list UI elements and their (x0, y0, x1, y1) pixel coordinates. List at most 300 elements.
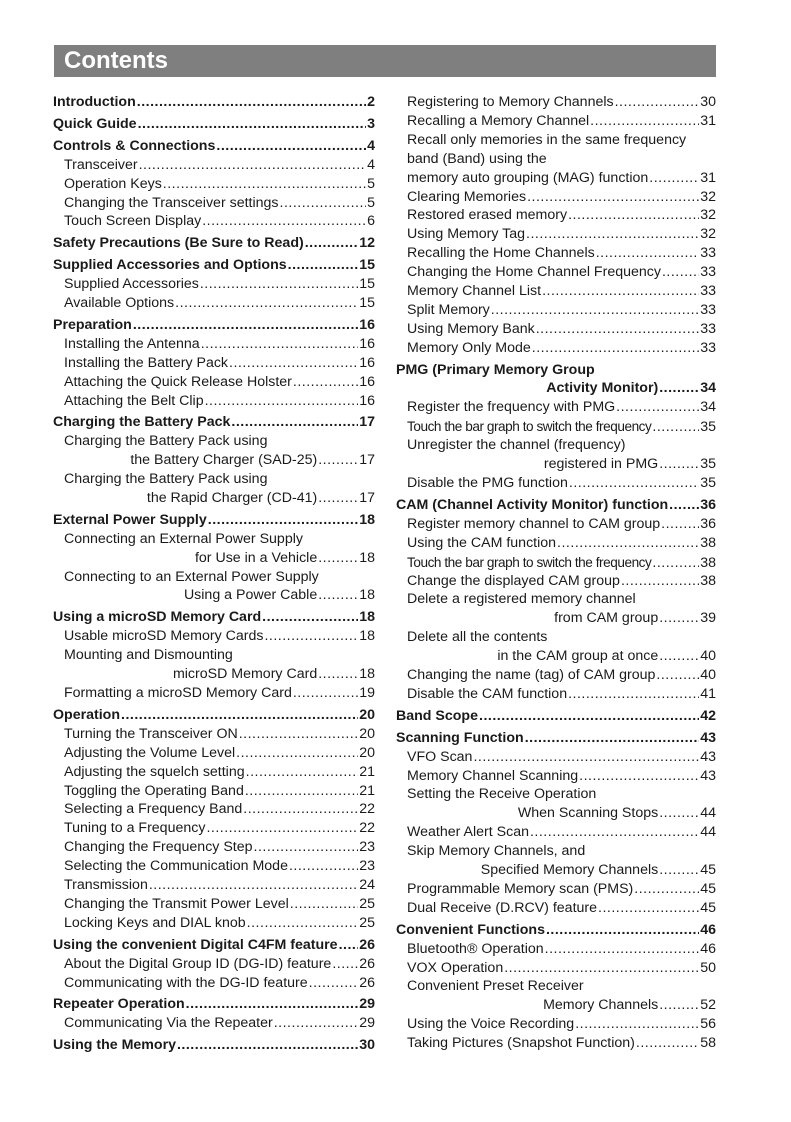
toc-entry-label: Clearing Memories (407, 188, 527, 205)
toc-entry-label: memory auto grouping (MAG) function (407, 169, 649, 186)
toc-page-number: 44 (700, 824, 716, 841)
toc-leader-dots (656, 666, 699, 685)
toc-subsection-entry[interactable] (396, 244, 716, 263)
toc-leader-dots (274, 1014, 358, 1033)
toc-page-number: 18 (359, 609, 375, 626)
toc-leader-dots (557, 534, 699, 553)
toc-subsection-entry[interactable] (53, 275, 375, 294)
toc-subsection-entry[interactable] (53, 392, 375, 411)
toc-section-entry[interactable] (53, 995, 375, 1014)
toc-entry-label: Changing the Transceiver settings (64, 194, 279, 211)
toc-page-number: 32 (700, 226, 716, 243)
toc-subsection-entry[interactable] (53, 763, 375, 782)
toc-section-entry[interactable] (396, 707, 716, 726)
toc-page-number: 16 (359, 354, 375, 371)
toc-leader-dots (536, 320, 699, 339)
toc-subsection-entry[interactable] (53, 895, 375, 914)
toc-page-number: 58 (700, 1035, 716, 1052)
toc-subsection-entry[interactable] (396, 666, 716, 685)
toc-entry-label: Usable microSD Memory Cards (64, 628, 264, 645)
toc-page-number: 22 (359, 801, 375, 818)
toc-subsection-entry[interactable] (53, 175, 375, 194)
toc-entry-label: from CAM group (554, 610, 659, 627)
contents-header-bar (54, 45, 716, 77)
toc-subsection-entry[interactable] (53, 568, 375, 606)
toc-page-number: 29 (359, 996, 375, 1013)
toc-leader-dots (546, 921, 699, 940)
toc-entry-label: Weather Alert Scan (407, 824, 529, 841)
toc-section-entry[interactable] (53, 137, 375, 156)
toc-entry-label: Controls & Connections (53, 137, 216, 154)
toc-leader-dots (229, 354, 358, 373)
toc-page-number: 24 (359, 877, 375, 893)
toc-page-number: 26 (359, 936, 375, 953)
toc-page-number: 16 (359, 373, 375, 390)
toc-page-number: 33 (700, 320, 716, 337)
toc-subsection-entry[interactable] (396, 1034, 716, 1053)
toc-subsection-entry[interactable] (396, 767, 716, 786)
toc-entry-label: Change the displayed CAM group (407, 572, 620, 589)
toc-section-entry[interactable] (53, 706, 375, 725)
page-title: Contents (64, 47, 168, 74)
toc-subsection-entry[interactable] (396, 628, 716, 666)
toc-entry-label: for Use in a Vehicle (194, 549, 318, 566)
toc-leader-dots (659, 996, 699, 1015)
toc-page-number: 4 (367, 137, 375, 154)
toc-entry-label: Turning the Transceiver ON (64, 725, 238, 742)
toc-page-number: 20 (359, 706, 375, 723)
toc-entry-label: Using the convenient Digital C4FM feature (53, 936, 338, 953)
toc-leader-dots (163, 175, 366, 194)
toc-page-number: 31 (700, 112, 716, 129)
toc-entry-label: Scanning Function (396, 729, 524, 746)
toc-page-number: 19 (359, 685, 375, 701)
toc-subsection-entry[interactable] (396, 282, 716, 301)
toc-leader-dots (659, 379, 699, 398)
toc-page-number: 4 (367, 156, 375, 173)
toc-page-number: 20 (359, 744, 375, 761)
toc-entry-label: Using Memory Bank (407, 320, 535, 337)
toc-leader-dots (200, 275, 358, 294)
toc-subsection-entry[interactable] (53, 194, 375, 213)
toc-subsection-entry[interactable] (53, 1014, 375, 1033)
toc-page-number: 16 (359, 335, 375, 352)
toc-leader-dots (239, 725, 358, 744)
toc-page-number: 38 (700, 554, 716, 571)
toc-page-number: 50 (700, 959, 716, 976)
toc-subsection-entry[interactable] (53, 838, 375, 857)
toc-page-number: 12 (359, 235, 375, 252)
toc-subsection-entry[interactable] (396, 572, 716, 591)
toc-leader-dots (305, 234, 359, 253)
toc-leader-dots (293, 684, 358, 703)
toc-entry-label: Changing the Home Channel Frequency (407, 264, 661, 281)
toc-entry-label: the Rapid Charger (CD-41) (146, 489, 318, 506)
toc-leader-dots (579, 767, 699, 786)
toc-leader-dots (636, 1034, 699, 1053)
toc-leader-dots (527, 188, 699, 207)
toc-subsection-entry[interactable] (53, 914, 375, 933)
toc-leader-dots (137, 93, 366, 112)
toc-entry-label: Disable the CAM function (407, 685, 568, 702)
toc-subsection-entry[interactable] (53, 955, 375, 974)
toc-subsection-entry[interactable] (53, 684, 375, 703)
toc-page-number: 56 (700, 1016, 716, 1033)
toc-page-number: 18 (359, 587, 375, 604)
toc-entry-label: Introduction (53, 94, 136, 110)
toc-entry-label: Tuning to a Frequency (64, 820, 206, 837)
toc-entry-label: Supplied Accessories (64, 276, 199, 293)
toc-page-number: 38 (700, 572, 716, 589)
toc-page-number: 15 (359, 276, 375, 293)
toc-page-number: 18 (359, 666, 375, 683)
toc-page-number: 33 (700, 339, 716, 356)
toc-leader-dots (568, 685, 699, 704)
toc-leader-dots (575, 1015, 699, 1034)
toc-page-number: 29 (359, 1015, 375, 1032)
toc-leader-dots (339, 936, 359, 955)
toc-subsection-entry[interactable] (53, 432, 375, 470)
toc-entry-label: Attaching the Belt Clip (64, 392, 204, 409)
toc-entry-label: Delete all the contents (407, 629, 548, 646)
toc-subsection-entry[interactable] (396, 320, 716, 339)
toc-leader-dots (208, 511, 358, 530)
toc-entry-label: Programmable Memory scan (PMS) (407, 880, 634, 897)
toc-leader-dots (175, 294, 358, 313)
toc-subsection-entry[interactable] (396, 590, 716, 628)
toc-page-number: 45 (700, 861, 716, 878)
toc-page-number: 32 (700, 207, 716, 224)
toc-page-number: 16 (359, 316, 375, 333)
toc-leader-dots (532, 339, 699, 358)
toc-page-number: 43 (700, 767, 716, 784)
toc-entry-label: Memory Channel Scanning (407, 767, 579, 784)
toc-page-number: 18 (359, 628, 375, 645)
toc-entry-label: VFO Scan (407, 748, 473, 765)
toc-leader-dots (318, 489, 358, 508)
toc-subsection-entry[interactable] (396, 206, 716, 225)
toc-entry-label: Disable the PMG function (407, 475, 568, 491)
toc-subsection-entry[interactable] (396, 263, 716, 282)
toc-section-entry[interactable] (53, 316, 375, 335)
toc-section-entry[interactable] (53, 413, 375, 432)
toc-leader-dots (598, 899, 699, 918)
toc-page-number: 17 (359, 452, 375, 469)
toc-subsection-entry[interactable] (396, 1015, 716, 1034)
toc-page-number: 52 (700, 997, 716, 1014)
toc-entry-label: Transmission (64, 877, 148, 893)
toc-entry-label: Changing the Transmit Power Level (64, 895, 289, 912)
toc-page-number: 31 (700, 169, 716, 186)
toc-page-number: 35 (700, 475, 716, 491)
toc-entry-label: Changing the Frequency Step (64, 839, 253, 856)
toc-section-entry[interactable] (53, 115, 375, 134)
toc-page-number: 16 (359, 392, 375, 409)
toc-subsection-entry[interactable] (396, 785, 716, 823)
toc-leader-dots (138, 115, 367, 134)
toc-subsection-entry[interactable] (396, 398, 716, 417)
toc-entry-label: Using Memory Tag (407, 226, 526, 243)
toc-page-number: 30 (700, 94, 716, 110)
toc-entry-label: PMG (Primary Memory Group (396, 361, 595, 378)
toc-leader-dots (659, 455, 699, 474)
toc-leader-dots (634, 880, 699, 899)
toc-page-number: 18 (359, 511, 375, 528)
toc-leader-dots (246, 763, 359, 782)
toc-entry-label: Recalling the Home Channels (407, 245, 595, 262)
toc-entry-label: Registering to Memory Channels (407, 94, 614, 110)
toc-subsection-entry[interactable] (396, 940, 716, 959)
toc-page-number: 18 (359, 549, 375, 566)
toc-entry-label: Toggling the Operating Band (64, 782, 244, 799)
toc-subsection-entry[interactable] (396, 899, 716, 918)
toc-subsection-entry[interactable] (396, 225, 716, 244)
toc-page-number: 43 (700, 729, 716, 746)
toc-leader-dots (293, 373, 358, 392)
toc-entry-label: Dual Receive (D.RCV) feature (407, 899, 598, 916)
toc-leader-dots (216, 137, 366, 156)
toc-entry-label: Available Options (64, 295, 175, 311)
toc-leader-dots (332, 955, 358, 974)
toc-leader-dots (662, 263, 699, 282)
toc-subsection-entry[interactable] (396, 188, 716, 207)
toc-leader-dots (202, 212, 366, 231)
toc-subsection-entry[interactable] (53, 294, 375, 313)
toc-leader-dots (318, 451, 358, 470)
toc-subsection-entry[interactable] (396, 474, 716, 493)
toc-subsection-entry[interactable] (396, 515, 716, 534)
toc-entry-label: Locking Keys and DIAL knob (64, 914, 246, 931)
toc-entry-label: Installing the Antenna (64, 335, 200, 352)
toc-subsection-entry[interactable] (396, 534, 716, 553)
toc-entry-label: Supplied Accessories and Options (53, 257, 287, 274)
toc-section-entry[interactable] (396, 729, 716, 748)
toc-leader-dots (231, 413, 358, 432)
toc-leader-dots (491, 301, 699, 320)
toc-subsection-entry[interactable] (53, 782, 375, 801)
toc-entry-label: Connecting an External Power Supply (64, 530, 303, 547)
toc-page-number: 17 (359, 489, 375, 506)
toc-leader-dots (659, 647, 699, 666)
toc-subsection-entry[interactable] (396, 301, 716, 320)
toc-leader-dots (652, 418, 699, 437)
toc-entry-label: Convenient Preset Receiver (407, 978, 584, 995)
toc-subsection-entry[interactable] (396, 436, 716, 474)
toc-subsection-entry[interactable] (396, 823, 716, 842)
toc-page-number: 40 (700, 667, 716, 683)
toc-page-number: 15 (359, 295, 375, 311)
toc-leader-dots (596, 244, 700, 263)
toc-subsection-entry[interactable] (396, 685, 716, 704)
toc-section-entry[interactable] (396, 361, 716, 399)
toc-subsection-entry[interactable] (53, 646, 375, 684)
toc-leader-dots (569, 474, 699, 493)
toc-page-number: 6 (367, 213, 375, 230)
toc-leader-dots (149, 876, 358, 895)
toc-entry-label: Memory Only Mode (407, 339, 531, 356)
toc-leader-dots (526, 225, 699, 244)
toc-page-number: 23 (359, 858, 375, 875)
toc-subsection-entry[interactable] (396, 131, 716, 188)
toc-subsection-entry[interactable] (53, 876, 375, 895)
toc-section-entry[interactable] (53, 608, 375, 627)
toc-page-number: 26 (359, 955, 375, 972)
toc-page-number: 44 (700, 805, 716, 822)
toc-page-number: 38 (700, 534, 716, 551)
toc-entry-label: Skip Memory Channels, and (407, 843, 586, 860)
toc-section-entry[interactable] (396, 921, 716, 940)
toc-subsection-entry[interactable] (396, 417, 716, 436)
toc-page-number: 45 (700, 880, 716, 897)
toc-subsection-entry[interactable] (53, 354, 375, 373)
toc-entry-label: Using the Memory (53, 1037, 176, 1054)
toc-entry-label: Adjusting the Volume Level (64, 744, 236, 761)
toc-subsection-entry[interactable] (53, 627, 375, 646)
toc-subsection-entry[interactable] (396, 842, 716, 880)
toc-leader-dots (504, 959, 699, 978)
toc-subsection-entry[interactable] (53, 744, 375, 763)
toc-entry-label: Bluetooth® Operation (407, 940, 544, 957)
toc-entry-label: Convenient Functions (396, 921, 545, 938)
toc-page-number: 46 (700, 940, 716, 957)
toc-entry-label: Memory Channel List (407, 283, 542, 299)
toc-page-number: 43 (700, 748, 716, 765)
toc-subsection-entry[interactable] (53, 725, 375, 744)
toc-leader-dots (245, 782, 358, 801)
toc-leader-dots (318, 665, 358, 684)
toc-entry-label: Recalling a Memory Channel (407, 112, 590, 129)
toc-entry-label: Band Scope (396, 707, 478, 724)
toc-entry-label: Communicating with the DG-ID feature (64, 974, 308, 991)
toc-section-entry[interactable] (396, 496, 716, 515)
toc-subsection-entry[interactable] (396, 748, 716, 767)
toc-subsection-entry[interactable] (53, 335, 375, 354)
toc-entry-label: Operation (53, 706, 121, 723)
toc-page-number: 34 (700, 380, 716, 397)
toc-entry-label: Mounting and Dismounting (64, 647, 233, 664)
toc-page-number: 22 (359, 820, 375, 837)
toc-subsection-entry[interactable] (396, 93, 716, 112)
toc-entry-label: Using a Power Cable (183, 587, 318, 604)
toc-subsection-entry[interactable] (396, 339, 716, 358)
toc-page-number: 2 (367, 94, 375, 110)
toc-subsection-entry[interactable] (53, 857, 375, 876)
toc-leader-dots (621, 572, 699, 591)
toc-subsection-entry[interactable] (396, 553, 716, 572)
toc-section-entry[interactable] (53, 234, 375, 253)
toc-subsection-entry[interactable] (396, 959, 716, 978)
toc-leader-dots (652, 554, 699, 573)
toc-entry-label: Operation Keys (64, 175, 162, 192)
toc-entry-label: Register memory channel to CAM group (407, 515, 661, 532)
toc-subsection-entry[interactable] (53, 212, 375, 231)
toc-entry-label: microSD Memory Card (172, 666, 318, 683)
toc-page-number: 21 (359, 763, 375, 780)
toc-leader-dots (177, 1036, 358, 1055)
toc-subsection-entry[interactable] (53, 974, 375, 993)
toc-leader-dots (616, 398, 699, 417)
toc-entry-label: Split Memory (407, 301, 490, 318)
toc-subsection-entry[interactable] (53, 470, 375, 508)
toc-subsection-entry[interactable] (396, 977, 716, 1015)
toc-page-number: 42 (700, 707, 716, 724)
toc-leader-dots (264, 627, 358, 646)
toc-section-entry[interactable] (53, 256, 375, 275)
toc-leader-dots (280, 194, 367, 213)
toc-subsection-entry[interactable] (396, 112, 716, 131)
toc-leader-dots (318, 549, 358, 568)
toc-leader-dots (318, 586, 358, 605)
toc-entry-label: Recall only memories in the same frequency (407, 131, 687, 148)
toc-entry-label: Register the frequency with PMG (407, 399, 616, 416)
toc-leader-dots (243, 800, 358, 819)
toc-entry-label: VOX Operation (407, 959, 504, 976)
toc-entry-label: Communicating Via the Repeater (64, 1015, 273, 1032)
toc-leader-dots (669, 496, 699, 515)
toc-page-number: 17 (359, 414, 375, 431)
toc-page-number: 39 (700, 610, 716, 627)
toc-entry-label: Setting the Receive Operation (407, 786, 597, 803)
toc-leader-dots (309, 974, 359, 993)
toc-page-number: 5 (367, 175, 375, 192)
toc-leader-dots (139, 156, 367, 175)
toc-entry-label: Memory Channels (543, 997, 659, 1014)
toc-page-number: 23 (359, 839, 375, 856)
toc-subsection-entry[interactable] (53, 373, 375, 392)
toc-entry-label: Taking Pictures (Snapshot Function) (407, 1035, 635, 1052)
toc-leader-dots (288, 256, 359, 275)
toc-entry-label: Activity Monitor) (546, 380, 659, 397)
toc-leader-dots (525, 729, 700, 748)
toc-subsection-entry[interactable] (53, 819, 375, 838)
toc-subsection-entry[interactable] (396, 880, 716, 899)
toc-leader-dots (247, 914, 359, 933)
toc-subsection-entry[interactable] (53, 800, 375, 819)
toc-section-entry[interactable] (53, 1036, 375, 1055)
toc-page-number: 15 (359, 257, 375, 274)
toc-page-number: 46 (700, 921, 716, 938)
toc-leader-dots (201, 335, 359, 354)
toc-leader-dots (290, 895, 358, 914)
toc-section-entry[interactable] (53, 93, 375, 112)
toc-entry-label: Restored erased memory (407, 207, 568, 224)
toc-page-number: 20 (359, 725, 375, 742)
toc-page-number: 33 (700, 301, 716, 318)
toc-page-number: 25 (359, 914, 375, 931)
toc-section-entry[interactable] (53, 936, 375, 955)
toc-section-entry[interactable] (53, 511, 375, 530)
toc-entry-label: Adjusting the squelch setting (64, 763, 245, 780)
toc-page-number: 3 (367, 115, 375, 132)
toc-subsection-entry[interactable] (53, 530, 375, 568)
toc-entry-label: Quick Guide (53, 115, 137, 132)
toc-leader-dots (659, 804, 699, 823)
toc-entry-label: the Battery Charger (SAD-25) (130, 452, 318, 469)
toc-leader-dots (649, 169, 699, 188)
toc-subsection-entry[interactable] (53, 156, 375, 175)
toc-entry-label: Specified Memory Channels (480, 861, 659, 878)
toc-entry-label: in the CAM group at once (497, 648, 659, 665)
toc-leader-dots (590, 112, 699, 131)
toc-entry-label: Selecting a Frequency Band (64, 801, 243, 818)
toc-entry-label: band (Band) using the (407, 150, 547, 167)
toc-leader-dots (568, 206, 699, 225)
toc-leader-dots (254, 838, 359, 857)
toc-leader-dots (659, 609, 699, 628)
toc-entry-label: External Power Supply (53, 511, 207, 528)
toc-page-number: 34 (700, 399, 716, 416)
toc-page-number: 25 (359, 895, 375, 912)
